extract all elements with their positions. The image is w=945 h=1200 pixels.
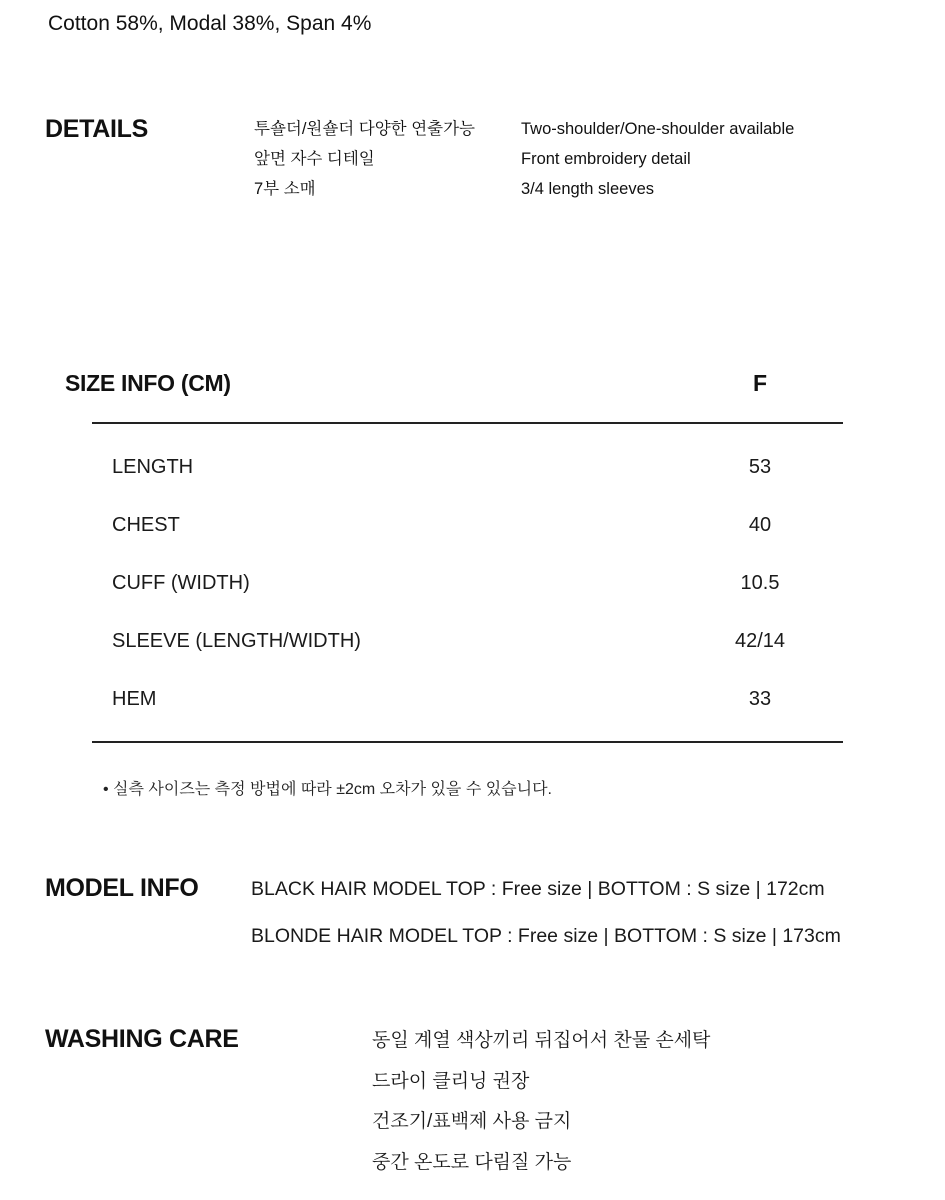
washing-care-line: 중간 온도로 다림질 가능 (372, 1151, 572, 1173)
size-column-header: F (752, 370, 768, 396)
washing-care-line: 동일 계열 색상끼리 뒤집어서 찬물 손세탁 (372, 1030, 711, 1051)
size-table (112, 438, 802, 728)
size-row-value: 53 (748, 455, 772, 478)
details-english-list (521, 114, 794, 204)
details-english-item: Front embroidery detail (521, 150, 691, 168)
size-table-bottom-divider (92, 741, 843, 743)
washing-care-line: 건조기/표백제 사용 금지 (372, 1111, 572, 1132)
details-english-item: 3/4 length sleeves (521, 180, 655, 198)
model-info-line: BLACK HAIR MODEL TOP : Free size | BOTTOM : S size | 172cm (251, 878, 825, 900)
model-info-line: BLONDE HAIR MODEL TOP : Free size | BOTTOM : S size | 173cm (251, 925, 841, 947)
size-row-label: SLEEVE (LENGTH/WIDTH) (112, 629, 361, 652)
size-row-label: LENGTH (112, 455, 194, 478)
size-measurement-note: • 실측 사이즈는 측정 방법에 따라 ±2cm 오차가 있을 수 있습니다. (103, 781, 552, 798)
size-table-top-divider (92, 422, 843, 424)
size-row-value: 40 (748, 513, 772, 536)
size-row (112, 438, 802, 496)
details-korean-item: 앞면 자수 디테일 (254, 150, 375, 168)
model-info-heading: MODEL INFO (45, 874, 199, 902)
size-row-value: 10.5 (740, 571, 780, 594)
size-info-heading: SIZE INFO (CM) (65, 370, 231, 396)
size-row-label: HEM (112, 687, 157, 710)
details-korean-list (254, 114, 475, 204)
washing-care-line: 드라이 클리닝 권장 (372, 1070, 530, 1092)
details-english-item: Two-shoulder/One-shoulder available (521, 120, 795, 138)
size-row-label: CHEST (112, 513, 180, 536)
size-row-value: 42/14 (734, 629, 786, 652)
size-row-label: CUFF (WIDTH) (112, 571, 250, 594)
size-row (112, 496, 802, 554)
size-row (112, 670, 802, 728)
details-korean-item: 투숄더/원숄더 다양한 연출가능 (254, 120, 475, 138)
size-row (112, 612, 802, 670)
details-heading: DETAILS (45, 115, 148, 143)
model-info-list (251, 873, 841, 967)
size-row-value: 33 (748, 687, 772, 710)
details-korean-item: 7부 소매 (254, 180, 316, 198)
washing-care-heading: WASHING CARE (45, 1025, 239, 1053)
washing-care-list (372, 1026, 710, 1188)
size-row (112, 554, 802, 612)
fabric-composition: Cotton 58%, Modal 38%, Span 4% (48, 12, 372, 35)
